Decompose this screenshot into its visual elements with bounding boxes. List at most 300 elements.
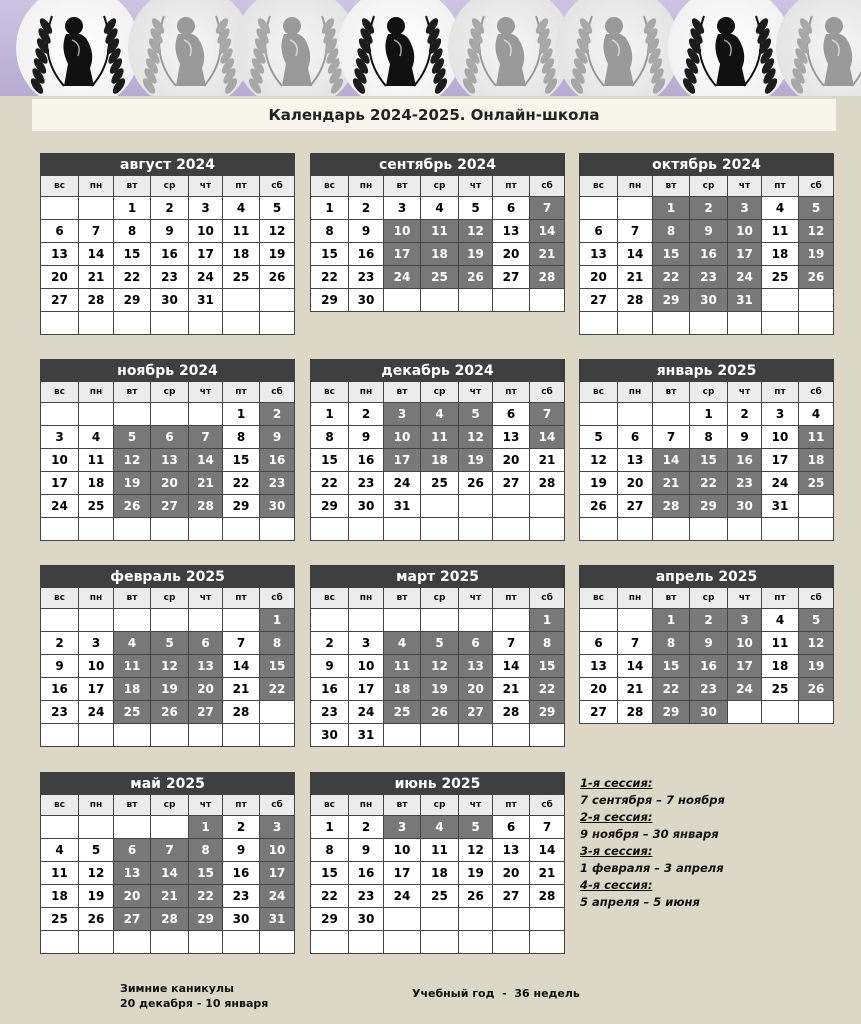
day-cell: 22: [114, 266, 151, 289]
day-cell: 15: [311, 243, 349, 266]
day-cell: [114, 931, 151, 954]
day-cell: 25: [799, 472, 834, 495]
day-cell: [79, 816, 114, 839]
day-cell: [493, 518, 530, 541]
weekday-label: чт: [459, 382, 493, 403]
day-cell: 3: [762, 403, 799, 426]
day-cell: 16: [349, 243, 384, 266]
day-cell: [260, 724, 295, 747]
week-row: [41, 403, 295, 426]
day-cell: 1: [223, 403, 260, 426]
day-cell: 15: [653, 655, 690, 678]
day-cell: [151, 931, 189, 954]
week-row: [41, 472, 295, 495]
day-cell: 5: [114, 426, 151, 449]
day-cell: 13: [459, 655, 493, 678]
weekday-label: вс: [41, 382, 79, 403]
day-cell: 9: [223, 839, 260, 862]
day-cell: 9: [151, 220, 189, 243]
day-cell: [223, 312, 260, 335]
day-cell: 13: [493, 220, 530, 243]
day-cell: 5: [459, 197, 493, 220]
day-cell: 4: [41, 839, 79, 862]
day-cell: 19: [260, 243, 295, 266]
week-row: [311, 449, 565, 472]
day-cell: 20: [459, 678, 493, 701]
day-cell: 14: [493, 655, 530, 678]
day-cell: 6: [618, 426, 653, 449]
header-banner: [0, 0, 861, 96]
day-cell: 13: [493, 426, 530, 449]
day-cell: 15: [260, 655, 295, 678]
day-cell: [762, 312, 799, 335]
day-cell: 20: [41, 266, 79, 289]
day-cell: 9: [349, 426, 384, 449]
day-cell: [349, 931, 384, 954]
day-cell: [79, 931, 114, 954]
weekday-label: пн: [349, 176, 384, 197]
day-cell: 28: [493, 701, 530, 724]
day-cell: 2: [151, 197, 189, 220]
day-cell: 21: [530, 862, 565, 885]
day-cell: 12: [79, 862, 114, 885]
day-cell: [421, 724, 459, 747]
weekday-label: чт: [459, 176, 493, 197]
day-cell: 28: [189, 495, 223, 518]
day-cell: 23: [690, 266, 728, 289]
day-cell: 25: [762, 266, 799, 289]
day-cell: 28: [653, 495, 690, 518]
day-cell: [493, 908, 530, 931]
week-row: [311, 678, 565, 701]
day-cell: 5: [421, 632, 459, 655]
day-cell: 10: [728, 632, 762, 655]
weekday-label: пн: [618, 588, 653, 609]
week-row: [580, 609, 834, 632]
day-cell: [189, 724, 223, 747]
day-cell: 21: [79, 266, 114, 289]
weekday-label: пн: [79, 588, 114, 609]
day-cell: 16: [260, 449, 295, 472]
day-cell: 7: [653, 426, 690, 449]
day-cell: 10: [41, 449, 79, 472]
day-cell: 2: [260, 403, 295, 426]
day-cell: 8: [189, 839, 223, 862]
weekday-label: ср: [151, 382, 189, 403]
day-cell: 22: [690, 472, 728, 495]
day-cell: 6: [189, 632, 223, 655]
day-cell: 5: [79, 839, 114, 862]
weekday-label: пн: [349, 382, 384, 403]
week-row: [41, 312, 295, 335]
week-row: [41, 655, 295, 678]
weekday-label: вт: [653, 382, 690, 403]
day-cell: 1: [311, 197, 349, 220]
day-cell: 4: [762, 197, 799, 220]
day-cell: 21: [223, 678, 260, 701]
day-cell: 22: [653, 266, 690, 289]
day-cell: 5: [459, 403, 493, 426]
day-cell: 14: [530, 426, 565, 449]
weekday-label: ср: [151, 795, 189, 816]
day-cell: 23: [349, 266, 384, 289]
week-row: [41, 816, 295, 839]
day-cell: [41, 312, 79, 335]
day-cell: [384, 931, 421, 954]
day-cell: 15: [653, 243, 690, 266]
day-cell: 18: [41, 885, 79, 908]
day-cell: 17: [41, 472, 79, 495]
day-cell: 10: [762, 426, 799, 449]
day-cell: 6: [493, 197, 530, 220]
day-cell: 7: [618, 632, 653, 655]
day-cell: 4: [384, 632, 421, 655]
weekday-label: ср: [151, 176, 189, 197]
week-row: [41, 885, 295, 908]
weekday-label: ср: [421, 795, 459, 816]
day-cell: 25: [114, 701, 151, 724]
session-legend: [580, 775, 830, 911]
day-cell: 27: [493, 472, 530, 495]
day-cell: 14: [189, 449, 223, 472]
weekday-label: чт: [189, 176, 223, 197]
weekday-label: ср: [690, 588, 728, 609]
day-cell: 29: [530, 701, 565, 724]
weekday-label: сб: [530, 588, 565, 609]
day-cell: [41, 197, 79, 220]
day-cell: 25: [421, 266, 459, 289]
day-cell: 10: [349, 655, 384, 678]
week-row: [580, 266, 834, 289]
day-cell: [653, 518, 690, 541]
month-title: август 2024: [41, 154, 295, 176]
day-cell: 29: [653, 701, 690, 724]
day-cell: 13: [493, 839, 530, 862]
day-cell: 29: [189, 908, 223, 931]
day-cell: 5: [580, 426, 618, 449]
day-cell: 21: [618, 266, 653, 289]
day-cell: 18: [223, 243, 260, 266]
thinker-laurel-medallion-icon: [776, 0, 861, 96]
day-cell: 25: [762, 678, 799, 701]
day-cell: [618, 197, 653, 220]
month-calendar: [40, 772, 295, 954]
day-cell: [799, 518, 834, 541]
weekday-label: пт: [493, 795, 530, 816]
day-cell: 23: [349, 885, 384, 908]
day-cell: [530, 289, 565, 312]
day-cell: 12: [799, 632, 834, 655]
day-cell: [384, 518, 421, 541]
day-cell: 25: [79, 495, 114, 518]
day-cell: 6: [493, 403, 530, 426]
day-cell: 9: [349, 839, 384, 862]
session-range: 7 сентября – 7 ноября: [580, 793, 725, 807]
day-cell: [189, 403, 223, 426]
day-cell: [41, 724, 79, 747]
day-cell: [151, 724, 189, 747]
day-cell: 5: [260, 197, 295, 220]
weekday-label: сб: [799, 588, 834, 609]
day-cell: 9: [349, 220, 384, 243]
day-cell: 23: [690, 678, 728, 701]
day-cell: 23: [260, 472, 295, 495]
day-cell: 11: [421, 426, 459, 449]
day-cell: [728, 312, 762, 335]
day-cell: [762, 289, 799, 312]
day-cell: 9: [690, 220, 728, 243]
day-cell: 1: [260, 609, 295, 632]
day-cell: [421, 931, 459, 954]
week-row: [41, 449, 295, 472]
day-cell: 17: [189, 243, 223, 266]
day-cell: [493, 609, 530, 632]
day-cell: 19: [580, 472, 618, 495]
day-cell: 7: [618, 220, 653, 243]
weekday-label: вс: [311, 176, 349, 197]
day-cell: 24: [41, 495, 79, 518]
day-cell: [799, 312, 834, 335]
month-title: июнь 2025: [311, 773, 565, 795]
day-cell: 2: [690, 609, 728, 632]
day-cell: 31: [728, 289, 762, 312]
weekday-label: вт: [114, 795, 151, 816]
week-row: [311, 518, 565, 541]
day-cell: [459, 518, 493, 541]
week-row: [580, 220, 834, 243]
weekday-label: вт: [653, 588, 690, 609]
day-cell: [260, 312, 295, 335]
day-cell: [114, 403, 151, 426]
day-cell: 29: [690, 495, 728, 518]
week-row: [41, 289, 295, 312]
day-cell: 24: [79, 701, 114, 724]
day-cell: 14: [530, 839, 565, 862]
day-cell: 9: [728, 426, 762, 449]
week-row: [41, 678, 295, 701]
day-cell: 19: [459, 862, 493, 885]
day-cell: 31: [349, 724, 384, 747]
weekday-label: вс: [311, 588, 349, 609]
weekday-label: вт: [114, 176, 151, 197]
week-row: [41, 701, 295, 724]
day-cell: 16: [349, 862, 384, 885]
week-row: [311, 403, 565, 426]
day-cell: 14: [151, 862, 189, 885]
day-cell: [421, 908, 459, 931]
day-cell: 24: [349, 701, 384, 724]
day-cell: 6: [493, 816, 530, 839]
week-row: [41, 426, 295, 449]
day-cell: 28: [79, 289, 114, 312]
weekday-label: чт: [728, 588, 762, 609]
week-row: [41, 632, 295, 655]
month-calendar: [310, 565, 565, 747]
weekday-label: пн: [618, 382, 653, 403]
weekday-label: пн: [79, 795, 114, 816]
day-cell: 10: [79, 655, 114, 678]
day-cell: 8: [653, 220, 690, 243]
month-calendar: [310, 359, 565, 541]
day-cell: 7: [223, 632, 260, 655]
week-row: [311, 816, 565, 839]
winter-break-note: [120, 981, 268, 1011]
weekday-label: вс: [41, 588, 79, 609]
weekday-label: чт: [728, 382, 762, 403]
day-cell: 17: [384, 449, 421, 472]
week-row: [311, 839, 565, 862]
day-cell: 3: [41, 426, 79, 449]
day-cell: 26: [79, 908, 114, 931]
day-cell: [384, 908, 421, 931]
day-cell: 13: [151, 449, 189, 472]
day-cell: [493, 724, 530, 747]
weekday-label: пн: [618, 176, 653, 197]
day-cell: 30: [311, 724, 349, 747]
day-cell: 5: [151, 632, 189, 655]
week-row: [41, 931, 295, 954]
weekday-label: чт: [189, 588, 223, 609]
day-cell: [459, 495, 493, 518]
day-cell: [114, 609, 151, 632]
day-cell: 7: [79, 220, 114, 243]
month-title: февраль 2025: [41, 566, 295, 588]
day-cell: 22: [311, 885, 349, 908]
week-row: [580, 449, 834, 472]
day-cell: 26: [114, 495, 151, 518]
day-cell: [223, 289, 260, 312]
day-cell: 24: [384, 266, 421, 289]
weekday-label: ср: [151, 588, 189, 609]
weekday-label: сб: [799, 382, 834, 403]
day-cell: [311, 609, 349, 632]
month-title: сентябрь 2024: [311, 154, 565, 176]
week-row: [311, 609, 565, 632]
week-row: [580, 289, 834, 312]
day-cell: [493, 289, 530, 312]
day-cell: [580, 609, 618, 632]
week-row: [311, 495, 565, 518]
day-cell: 8: [114, 220, 151, 243]
weekday-label: вт: [384, 588, 421, 609]
day-cell: [530, 931, 565, 954]
weekday-label: пт: [223, 588, 260, 609]
day-cell: 25: [41, 908, 79, 931]
winter-break-dates: 20 декабря - 10 января: [120, 997, 269, 1010]
week-row: [41, 862, 295, 885]
week-row: [580, 426, 834, 449]
day-cell: [799, 495, 834, 518]
day-cell: 16: [41, 678, 79, 701]
day-cell: 20: [580, 678, 618, 701]
day-cell: 21: [530, 449, 565, 472]
day-cell: 7: [151, 839, 189, 862]
weekday-label: ср: [421, 588, 459, 609]
weekday-label: вт: [114, 382, 151, 403]
day-cell: [530, 724, 565, 747]
day-cell: 24: [260, 885, 295, 908]
weekday-label: пн: [349, 588, 384, 609]
day-cell: 15: [530, 655, 565, 678]
day-cell: 22: [260, 678, 295, 701]
day-cell: 21: [189, 472, 223, 495]
day-cell: 3: [384, 197, 421, 220]
day-cell: [223, 609, 260, 632]
month-title: январь 2025: [580, 360, 834, 382]
day-cell: [618, 609, 653, 632]
day-cell: [459, 724, 493, 747]
day-cell: 26: [459, 266, 493, 289]
day-cell: 13: [580, 243, 618, 266]
thinker-laurel-medallion-icon: [668, 0, 792, 96]
weekday-label: пн: [349, 795, 384, 816]
day-cell: 24: [189, 266, 223, 289]
day-cell: 11: [421, 220, 459, 243]
day-cell: 7: [493, 632, 530, 655]
day-cell: 25: [421, 885, 459, 908]
week-row: [580, 701, 834, 724]
week-row: [311, 885, 565, 908]
day-cell: 27: [41, 289, 79, 312]
day-cell: 4: [421, 816, 459, 839]
day-cell: 31: [762, 495, 799, 518]
day-cell: 22: [311, 266, 349, 289]
thinker-laurel-medallion-icon: [448, 0, 572, 96]
day-cell: 14: [653, 449, 690, 472]
day-cell: 11: [421, 839, 459, 862]
day-cell: [728, 701, 762, 724]
day-cell: 17: [384, 243, 421, 266]
day-cell: 3: [728, 609, 762, 632]
day-cell: 19: [114, 472, 151, 495]
day-cell: 11: [799, 426, 834, 449]
week-row: [41, 495, 295, 518]
day-cell: 2: [349, 197, 384, 220]
day-cell: 16: [151, 243, 189, 266]
day-cell: 9: [690, 632, 728, 655]
day-cell: 24: [728, 678, 762, 701]
session-range: 9 ноября – 30 января: [580, 827, 719, 841]
day-cell: 8: [311, 426, 349, 449]
day-cell: 19: [459, 449, 493, 472]
day-cell: 30: [349, 908, 384, 931]
day-cell: 8: [690, 426, 728, 449]
day-cell: 26: [799, 678, 834, 701]
day-cell: [728, 518, 762, 541]
month-calendar: [40, 565, 295, 747]
day-cell: 15: [114, 243, 151, 266]
day-cell: 31: [384, 495, 421, 518]
day-cell: 2: [349, 403, 384, 426]
day-cell: 25: [223, 266, 260, 289]
day-cell: 11: [384, 655, 421, 678]
day-cell: 11: [762, 220, 799, 243]
day-cell: 11: [762, 632, 799, 655]
day-cell: 22: [189, 885, 223, 908]
week-row: [311, 472, 565, 495]
day-cell: [79, 403, 114, 426]
day-cell: 27: [114, 908, 151, 931]
day-cell: [114, 724, 151, 747]
day-cell: 2: [349, 816, 384, 839]
week-row: [311, 220, 565, 243]
day-cell: 1: [189, 816, 223, 839]
weekday-label: ср: [421, 382, 459, 403]
day-cell: 20: [189, 678, 223, 701]
day-cell: 8: [260, 632, 295, 655]
day-cell: 27: [459, 701, 493, 724]
week-row: [580, 403, 834, 426]
